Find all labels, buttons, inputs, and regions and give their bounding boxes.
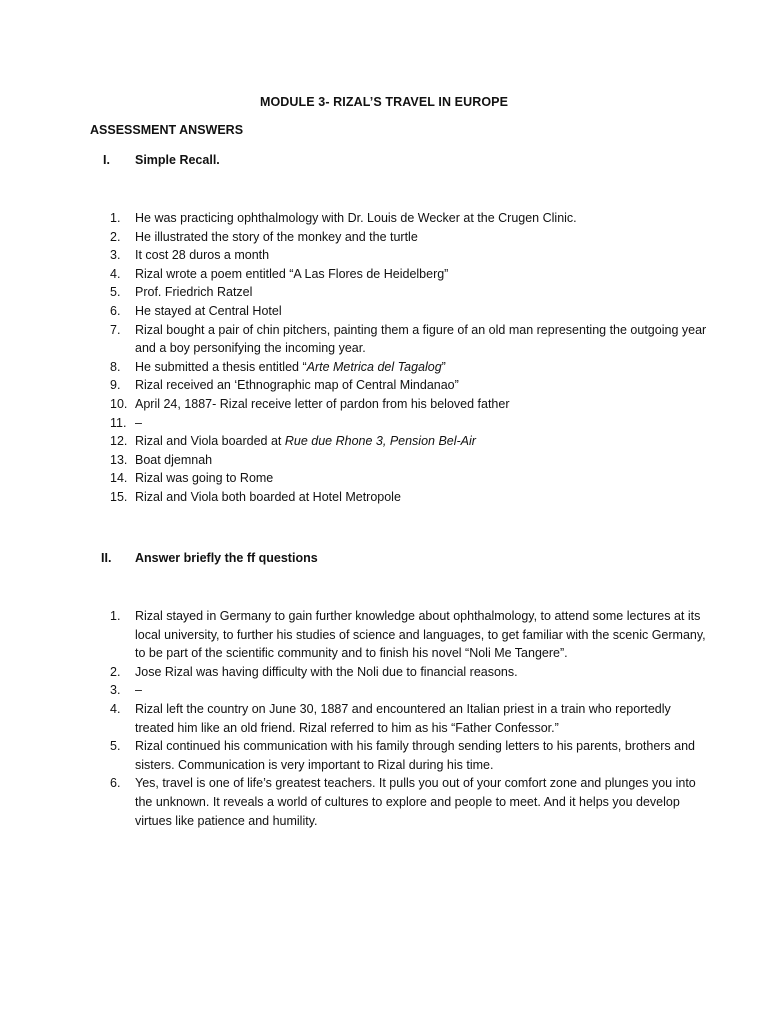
- item-number: 3.: [110, 683, 121, 698]
- item-text: Rizal and Viola both boarded at Hotel Metropole: [135, 489, 401, 504]
- list-item: [110, 265, 710, 284]
- item-text: April 24, 1887- Rizal receive letter of pardon from his beloved father: [135, 396, 510, 411]
- section-heading-simple-recall: [90, 153, 220, 167]
- item-text-part: Rizal and Viola boarded at: [135, 434, 285, 449]
- list-item: [110, 700, 710, 737]
- list-item: [110, 246, 710, 265]
- list-item: [110, 607, 710, 663]
- list-item: [110, 469, 710, 488]
- item-number: 6.: [110, 776, 121, 791]
- list-item: [110, 358, 710, 377]
- item-text: Rizal wrote a poem entitled “A Las Flores de Heidelberg”: [135, 266, 449, 281]
- item-text: He illustrated the story of the monkey and the turtle: [135, 229, 418, 244]
- list-item: [110, 228, 710, 247]
- item-text: –: [135, 683, 142, 698]
- answer-briefly-list: [110, 607, 710, 830]
- item-number: 4.: [110, 701, 121, 716]
- simple-recall-list: [110, 209, 710, 507]
- item-text-part: ”: [441, 359, 446, 374]
- item-text: Boat djemnah: [135, 452, 213, 467]
- document-title: MODULE 3- RIZAL’S TRAVEL IN EUROPE: [259, 95, 509, 109]
- item-number: 6.: [110, 303, 121, 318]
- item-number: 5.: [110, 285, 121, 300]
- item-text: Yes, travel is one of life’s greatest teachers. It pulls you out of your comfort zone and plunges you into the unknown. It reveals a world of cultures to explore and people to meet. And it helps you develop virtues like patience and humility.: [135, 776, 696, 828]
- thesis-title: Arte Metrica del Tagalog: [306, 359, 442, 374]
- list-item: [110, 395, 710, 414]
- address-text: Rue due Rhone 3, Pension Bel-Air: [284, 434, 476, 449]
- list-item: [110, 774, 710, 830]
- assessment-heading: ASSESSMENT ANSWERS: [90, 123, 244, 137]
- list-item: [110, 283, 710, 302]
- list-item: [110, 663, 710, 682]
- item-text: Jose Rizal was having difficulty with the Noli due to financial reasons.: [135, 664, 518, 679]
- item-number: 3.: [110, 248, 121, 263]
- item-number: 9.: [110, 378, 121, 393]
- item-text: [135, 358, 710, 377]
- list-item: [110, 302, 710, 321]
- item-number: 2.: [110, 229, 121, 244]
- list-item: [110, 681, 710, 700]
- item-number: 5.: [110, 739, 121, 754]
- list-item: [110, 376, 710, 395]
- item-text: Prof. Friedrich Ratzel: [135, 285, 253, 300]
- section-title: Answer briefly the ff questions: [135, 551, 318, 565]
- item-text: [135, 432, 710, 451]
- list-item: [110, 432, 710, 451]
- item-number: 7.: [110, 322, 121, 337]
- item-number: 2.: [110, 664, 121, 679]
- list-item: [110, 737, 710, 774]
- item-number: 13.: [110, 452, 128, 467]
- section-heading-answer-briefly: [90, 551, 318, 565]
- item-number: 1.: [110, 211, 121, 225]
- item-text: It cost 28 duros a month: [135, 248, 270, 263]
- section-title: Simple Recall.: [135, 153, 220, 167]
- item-text: Rizal bought a pair of chin pitchers, painting them a figure of an old man representing the outgoing year and a boy personifying the incoming year.: [135, 322, 707, 356]
- section-number: I.: [103, 153, 110, 167]
- item-number: 12.: [110, 434, 128, 449]
- item-text: Rizal received an ‘Ethnographic map of Central Mindanao”: [135, 378, 459, 393]
- item-number: 15.: [110, 489, 128, 504]
- list-item: [110, 321, 710, 358]
- item-number: 8.: [110, 359, 121, 374]
- list-item: [110, 414, 710, 433]
- item-text: Rizal was going to Rome: [135, 471, 274, 486]
- item-number: 14.: [110, 471, 128, 486]
- item-number: 1.: [110, 609, 121, 623]
- item-text: –: [135, 415, 142, 430]
- item-number: 10.: [110, 396, 128, 411]
- item-text: He was practicing ophthalmology with Dr. Louis de Wecker at the Crugen Clinic.: [135, 211, 577, 225]
- list-item: [110, 451, 710, 470]
- item-text: Rizal continued his communication with his family through sending letters to his parents, brothers and sisters. Communication is very important to Rizal during his time.: [135, 739, 696, 772]
- section-number: II.: [101, 551, 112, 565]
- item-text: He stayed at Central Hotel: [135, 303, 282, 318]
- item-number: 11.: [110, 415, 127, 430]
- list-item: [110, 209, 710, 228]
- item-text: Rizal left the country on June 30, 1887 and encountered an Italian priest in a train who reportedly treated him like an old friend. Rizal referred to him as his “Father Confessor.”: [135, 701, 671, 735]
- item-text: Rizal stayed in Germany to gain further knowledge about ophthalmology, to attend some lectures at its local university, to further his studies of science and languages, to get familiar with the scenic Germany, to be part of the scientific community and to finish his novel “Noli Me Tangere”.: [135, 609, 706, 661]
- item-number: 4.: [110, 266, 121, 281]
- item-text-part: He submitted a thesis entitled “: [135, 359, 307, 374]
- list-item: [110, 488, 710, 507]
